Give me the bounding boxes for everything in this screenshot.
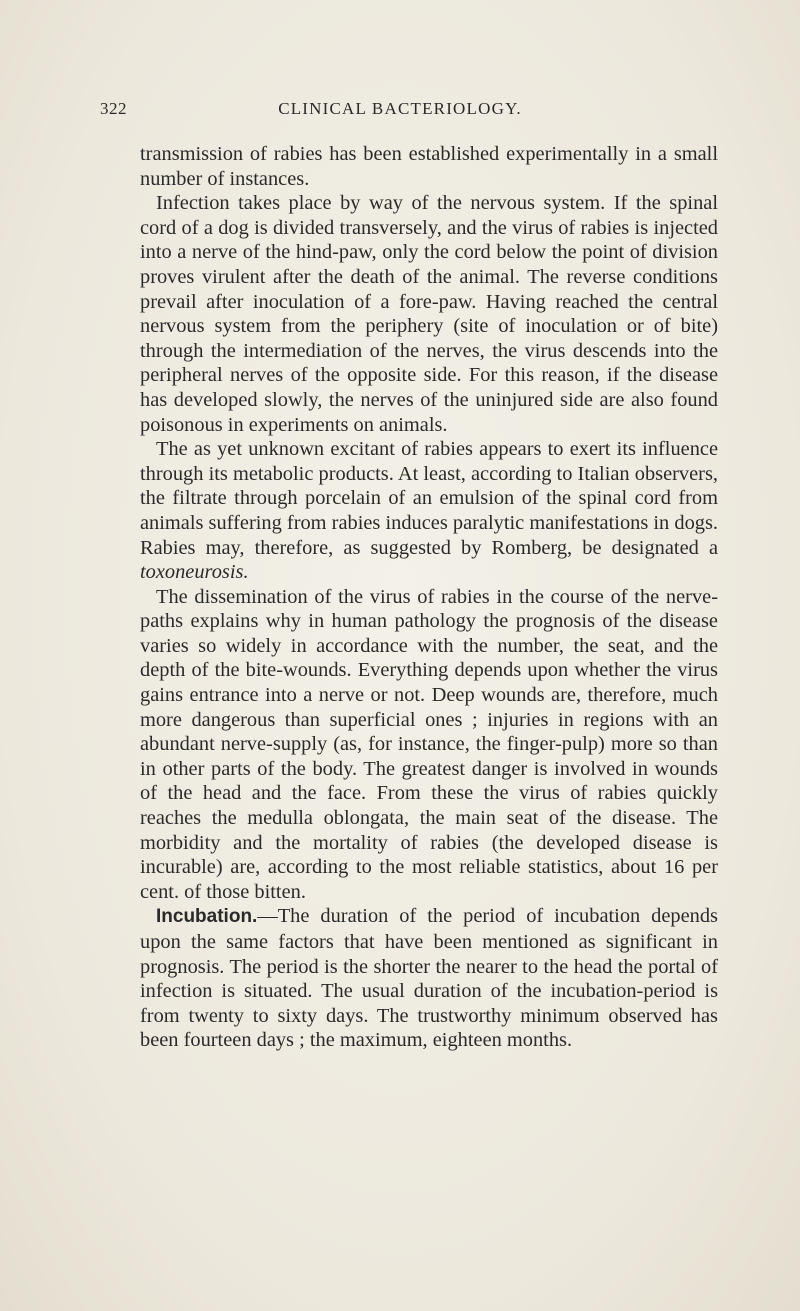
paragraph-incubation [140, 904, 718, 1053]
body-text [140, 142, 718, 1053]
italic-term-toxoneurosis: toxoneurosis. [140, 561, 249, 584]
running-head: CLINICAL BACTERIOLOGY. [278, 99, 522, 118]
page-number: 322 [100, 99, 127, 118]
paragraph-excitant [140, 437, 718, 585]
paragraph-continued: transmission of rabies has been established experimentally in a small number of instances. [140, 143, 718, 190]
paragraph-excitant-text: The as yet unknown excitant of rabies appears to exert its influence through its metabolic products. At least, according to Italian observers, the filtrate through porcelain of an emulsion of the spinal cord from animals suffering from rabies induces paralytic manifestations in dogs. Rabies may, therefore, as suggested by Romberg, be designated a [140, 438, 718, 559]
incubation-heading: Incubation. [156, 906, 258, 928]
paragraph-infection: Infection takes place by way of the nervous system. If the spinal cord of a dog is divided transversely, and the virus of rabies is injected into a nerve of the hind-paw, only the cord below the point of division proves virulent after the death of the animal. The reverse conditions prevail after inoculation of a fore-paw. Having reached the central nervous system from the periphery (site of inoculation or of bite) through the intermediation of the nerves, the virus descends into the peripheral nerves of the opposite side. For this reason, if the disease has developed slowly, the nerves of the uninjured side are also found poisonous in experiments on animals. [140, 192, 718, 436]
incubation-text: —The duration of the period of incubation depends upon the same factors that have been mentioned as significant in prognosis. The period is the shorter the nearer to the head the portal of infection is situated. The usual duration of the incubation-period is from twenty to sixty days. The trustworthy minimum observed has been fourteen days ; the maximum, eighteen months. [140, 905, 718, 1052]
page-header [100, 99, 700, 123]
paragraph-dissemination: The dissemination of the virus of rabies in the course of the nerve-paths explains why in human pathology the prognosis of the disease varies so widely in accordance with the number, the seat, and the depth of the bite-wounds. Everything depends upon whether the virus gains entrance into a nerve or not. Deep wounds are, therefore, much more dangerous than superficial ones ; injuries in regions with an abundant nerve-supply (as, for instance, the finger-pulp) more so than in other parts of the body. The greatest danger is involved in wounds of the head and the face. From these the virus of rabies quickly reaches the medulla oblongata, the main seat of the disease. The morbidity and the mortality of rabies (the developed disease is incurable) are, according to the most reliable statistics, about 16 per cent. of those bitten. [140, 585, 718, 903]
